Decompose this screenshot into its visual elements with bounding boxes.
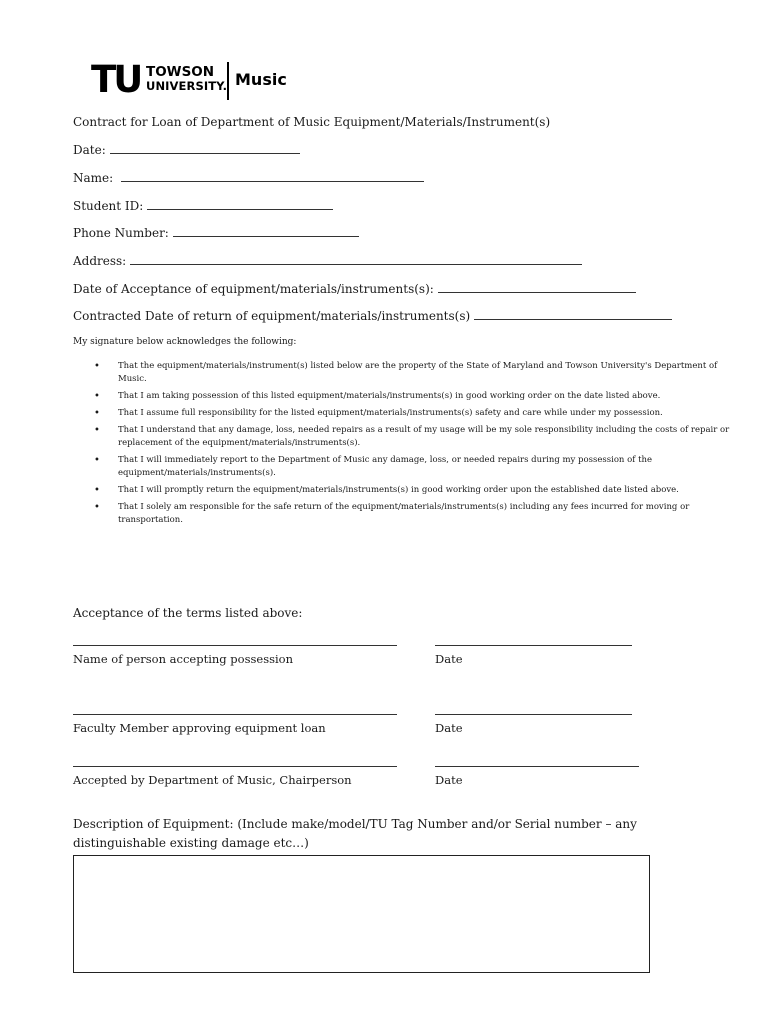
- date-label-accepting: Date: [435, 652, 463, 666]
- phone-label: Phone Number:: [73, 226, 169, 240]
- signature-line-accepting[interactable]: [73, 645, 397, 646]
- signature-line-chair[interactable]: [73, 766, 397, 767]
- return-date-label: Contracted Date of return of equipment/materials/instruments(s): [73, 309, 471, 323]
- date-line-chair[interactable]: [435, 766, 639, 767]
- name-field: [73, 171, 424, 185]
- term-item: • That I will promptly return the equipment/materials/instruments(s) in good working order upon the established date listed above.: [118, 484, 748, 497]
- student-id-blank[interactable]: [147, 199, 333, 210]
- address-field: [73, 254, 582, 268]
- logo-mark: TU: [91, 58, 141, 101]
- student-id-field: [73, 199, 333, 213]
- term-item: • That I solely am responsible for the safe return of the equipment/materials/instruments(s) including any fees incurred for moving or transportation.: [118, 501, 748, 527]
- equipment-description-box[interactable]: [73, 855, 650, 973]
- return-date-field: [73, 309, 672, 323]
- acceptance-heading: Acceptance of the terms listed above:: [73, 606, 303, 620]
- date-line-accepting[interactable]: [435, 645, 632, 646]
- signature-line-faculty[interactable]: [73, 714, 397, 715]
- logo-line2: UNIVERSITY.: [146, 79, 228, 93]
- term-item: • That I assume full responsibility for the listed equipment/materials/instruments(s) safety and care while under my possession.: [118, 407, 748, 420]
- page-title: Contract for Loan of Department of Music Equipment/Materials/Instrument(s): [73, 115, 551, 129]
- logo-divider: [227, 62, 229, 100]
- date-line-faculty[interactable]: [435, 714, 632, 715]
- signature-label-faculty: Faculty Member approving equipment loan: [73, 721, 326, 735]
- signature-label-chair: Accepted by Department of Music, Chairperson: [73, 773, 352, 787]
- student-id-label: Student ID:: [73, 199, 144, 213]
- term-item: • That I will immediately report to the Department of Music any damage, loss, or needed repairs during my possession of the equipment/materials/instruments(s).: [118, 454, 748, 480]
- date-label-faculty: Date: [435, 721, 463, 735]
- logo-department: Music: [235, 70, 287, 89]
- acceptance-date-field: [73, 282, 636, 296]
- phone-field: [73, 226, 359, 240]
- return-date-blank[interactable]: [474, 309, 672, 320]
- name-label: Name:: [73, 171, 114, 185]
- towson-music-logo: [91, 58, 291, 102]
- terms-list: [73, 360, 748, 531]
- acknowledge-intro: My signature below acknowledges the following:: [73, 337, 297, 347]
- name-blank[interactable]: [121, 171, 424, 182]
- logo-line1: TOWSON: [146, 64, 215, 80]
- acceptance-date-blank[interactable]: [438, 282, 636, 293]
- date-label-chair: Date: [435, 773, 463, 787]
- date-label: Date:: [73, 143, 106, 157]
- term-item: • That the equipment/materials/instrument(s) listed below are the property of the State of Maryland and Towson University's Department of Music.: [118, 360, 748, 386]
- date-blank[interactable]: [110, 143, 300, 154]
- acceptance-date-label: Date of Acceptance of equipment/materials/instruments(s):: [73, 282, 434, 296]
- signature-label-accepting: Name of person accepting possession: [73, 652, 294, 666]
- equipment-description-label: Description of Equipment: (Include make/model/TU Tag Number and/or Serial number – any distinguishable existing damage etc…): [73, 817, 637, 850]
- term-item: • That I am taking possession of this listed equipment/materials/instruments(s) in good working order on the date listed above.: [118, 390, 748, 403]
- address-label: Address:: [73, 254, 127, 268]
- date-field: [73, 143, 300, 157]
- phone-blank[interactable]: [173, 226, 359, 237]
- address-blank[interactable]: [130, 254, 582, 265]
- term-item: • That I understand that any damage, loss, needed repairs as a result of my usage will be my sole responsibility including the costs of repair or replacement of the equipment/materials/instruments(s).: [118, 424, 748, 450]
- logo-university-name: [146, 65, 227, 93]
